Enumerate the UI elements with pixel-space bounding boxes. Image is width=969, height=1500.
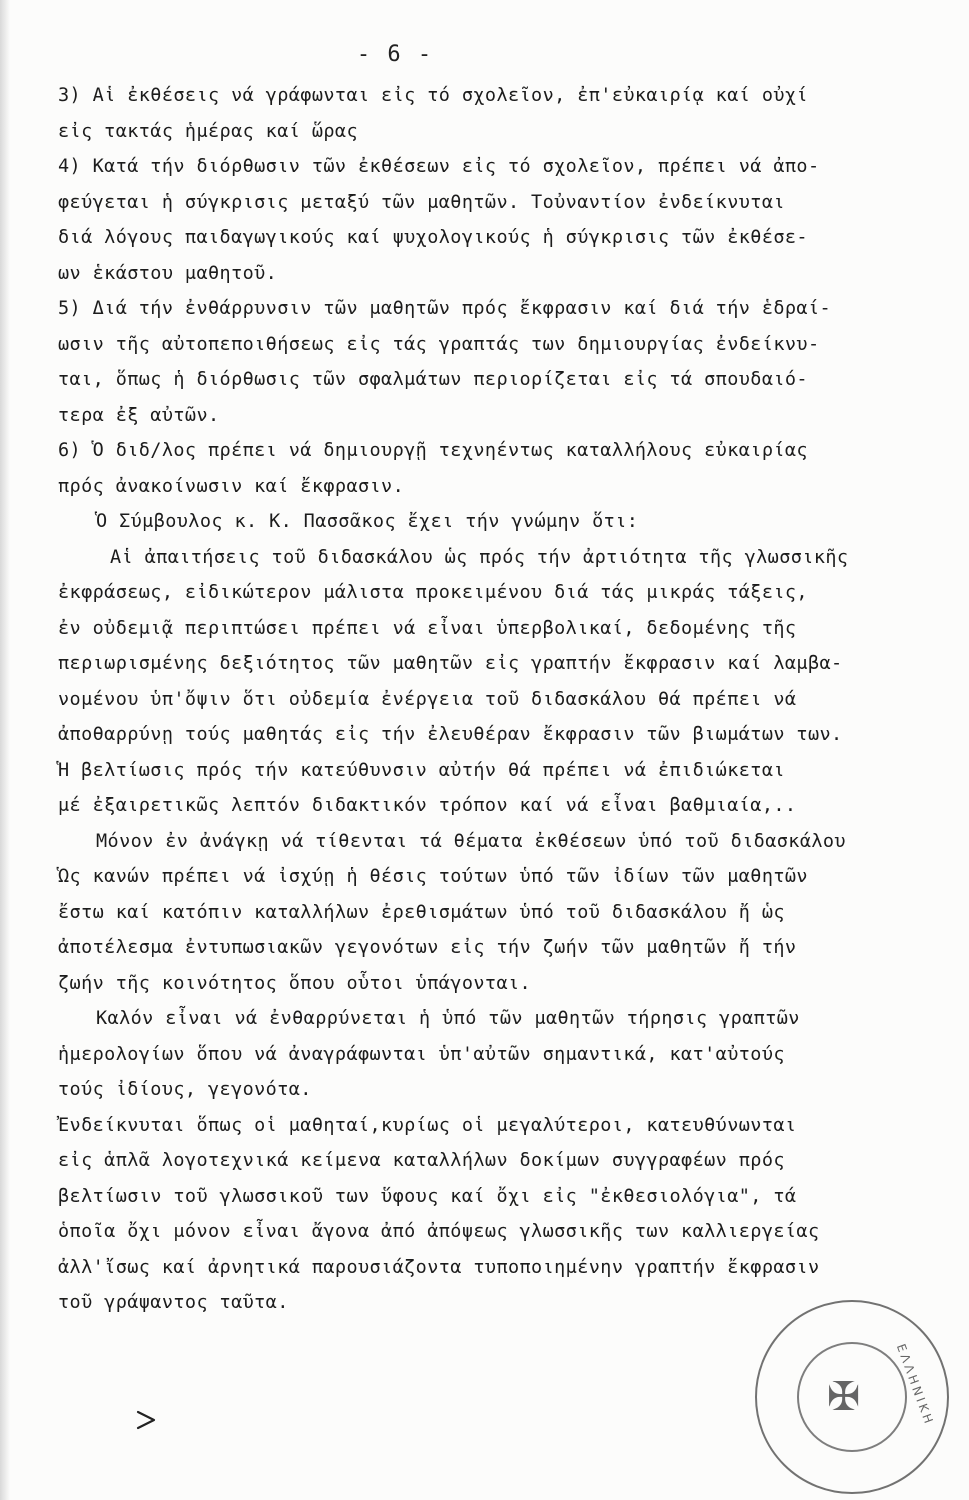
text-line: ἀποτέλεσμα ἐντυπωσιακῶν γεγονότων εἰς τήν ζωήν τῶν μαθητῶν ἤ τήν <box>58 937 797 958</box>
text-line: Αἱ ἀπαιτήσεις τοῦ διδασκάλου ὡς πρός τήν ἀρτιότητα τῆς γλωσσικῆς <box>110 546 849 568</box>
text-line: τερα ἐξ αὐτῶν. <box>58 404 220 426</box>
text-line: Ἡ βελτίωσις πρός τήν κατεύθυνσιν αὐτήν θά πρέπει νά ἐπιδιώκεται <box>58 759 785 781</box>
text-line: βελτίωσιν τοῦ γλωσσικοῦ των ὕφους καί ὄχι εἰς "ἐκθεσιολόγια", τά <box>58 1185 797 1207</box>
text-line: ἐκφράσεως, εἰδικώτερον μάλιστα προκειμένου διά τάς μικράς τάξεις, <box>58 582 808 603</box>
text-line: ται, ὅπως ἡ διόρθωσις τῶν σφαλμάτων περιορίζεται εἰς τά σπουδαιό- <box>58 369 808 390</box>
text-line: εἰς ἁπλᾶ λογοτεχνικά κείμενα καταλλήλων δοκίμων συγγραφέων πρός <box>58 1150 785 1171</box>
text-line: νομένου ὑπ'ὄψιν ὅτι οὐδεμία ἐνέργεια τοῦ διδασκάλου θά πρέπει νά <box>58 688 797 710</box>
text-line: 4) Κατά τήν διόρθωσιν τῶν ἐκθέσεων εἰς τό σχολεῖον, πρέπει νά ἀπο- <box>58 156 820 177</box>
text-line: 3) Αἱ ἐκθέσεις νά γράφωνται εἰς τό σχολεῖον, ἐπ'εὐκαιρίᾳ καί οὐχί <box>58 85 808 106</box>
stamp-emblem-icon: ✠ <box>827 1374 861 1420</box>
stamp-inner-ring <box>797 1342 907 1452</box>
scan-edge-shadow <box>0 0 10 1500</box>
text-line: Ἐνδείκνυται ὅπως οἱ μαθηταί,κυρίως οἱ μεγαλύτεροι, κατευθύνωνται <box>58 1114 797 1136</box>
text-line: φεύγεται ἡ σύγκρισις μεταξύ τῶν μαθητῶν. Τοὐναντίον ἐνδείκνυται <box>58 191 785 213</box>
text-line: ἡμερολογίων ὅπου νά ἀναγράφωνται ὑπ'αὐτῶν σημαντικά, κατ'αὐτούς <box>58 1043 785 1065</box>
text-line: ζωήν τῆς κοινότητος ὅπου οὗτοι ὑπάγονται. <box>58 972 532 994</box>
text-line: ἀλλ'ἴσως καί ἀρνητικά παρουσιάζοντα τυποποιημένην γραπτήν ἔκφρασιν <box>58 1256 820 1278</box>
text-line: Ὡς κανών πρέπει νά ἰσχύῃ ἡ θέσις τούτων ὑπό τῶν ἰδίων τῶν μαθητῶν <box>58 866 808 887</box>
text-line: μέ ἐξαιρετικῶς λεπτόν διδακτικόν τρόπον καί νά εἶναι βαθμιαία,.. <box>58 795 797 816</box>
text-line: τούς ἰδίους, γεγονότα. <box>58 1079 312 1100</box>
text-line: ἀποθαρρύνῃ τούς μαθητάς εἰς τήν ἐλευθέραν ἔκφρασιν τῶν βιωμάτων των. <box>58 724 843 745</box>
text-line: εἰς τακτάς ἡμέρας καί ὥρας <box>58 120 358 142</box>
text-line: Μόνον ἐν ἀνάγκῃ νά τίθενται τά θέματα ἐκθέσεων ὑπό τοῦ διδασκάλου <box>96 830 846 852</box>
text-line: τοῦ γράψαντος ταῦτα. <box>58 1292 289 1313</box>
text-line: 5) Διά τήν ἐνθάρρυνσιν τῶν μαθητῶν πρός ἔκφρασιν καί διά τήν ἑδραί- <box>58 298 832 319</box>
text-line: περιωρισμένης δεξιότητος τῶν μαθητῶν εἰς γραπτήν ἔκφρασιν καί λαμβα- <box>58 653 843 674</box>
text-line: ἔστω καί κατόπιν καταλλήλων ἐρεθισμάτων ὑπό τοῦ διδασκάλου ἤ ὡς <box>58 901 785 923</box>
text-line: πρός ἀνακοίνωσιν καί ἔκφρασιν. <box>58 475 405 497</box>
official-stamp <box>755 1300 949 1494</box>
typewritten-text-block <box>48 78 953 1321</box>
text-line: ωσιν τῆς αὐτοπεποιθήσεως εἰς τάς γραπτάς των δημιουργίας ἐνδείκνυ- <box>58 333 820 355</box>
stamp-caption: ΕΛΛΗΝΙΚΗ <box>893 1342 937 1429</box>
text-line: Καλόν εἶναι νά ἐνθαρρύνεται ἡ ὑπό τῶν μαθητῶν τήρησις γραπτῶν <box>96 1008 800 1029</box>
handwritten-arrow-mark <box>134 1408 160 1432</box>
page-number: - 6 - <box>356 42 434 67</box>
text-line: 6) Ὁ διδ/λος πρέπει νά δημιουργῇ τεχνηέντως καταλλήλους εὐκαιρίας <box>58 440 808 461</box>
text-line: ὁποῖα ὄχι μόνον εἶναι ἄγονα ἀπό ἀπόψεως γλωσσικῆς των καλλιεργείας <box>58 1221 820 1242</box>
text-line: Ὁ Σύμβουλος κ. Κ. Πασσᾶκος ἔχει τήν γνώμην ὅτι: <box>96 511 639 532</box>
text-line: διά λόγους παιδαγωγικούς καί ψυχολογικούς ἡ σύγκρισις τῶν ἐκθέσε- <box>58 227 808 248</box>
text-line: ἐν οὐδεμιᾷ περιπτώσει πρέπει νά εἶναι ὑπερβολικαί, δεδομένης τῆς <box>58 617 797 639</box>
text-line: ων ἑκάστου μαθητοῦ. <box>58 262 278 284</box>
